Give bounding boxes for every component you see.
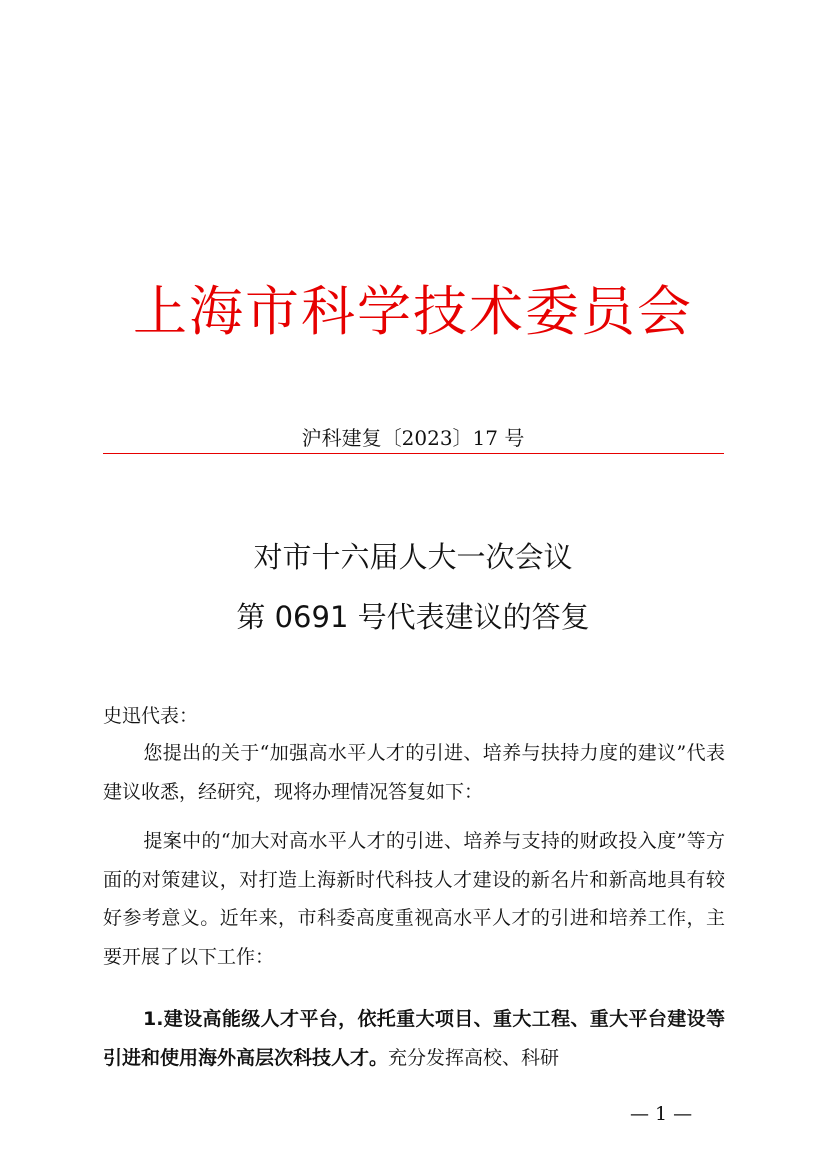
paragraph-3-bold-lead: 1.建设高能级人才平台，依托重大项目、重大工程、重大平台建设等引进和使用海外高层次科技人才。	[103, 1008, 725, 1069]
paragraph-1	[103, 734, 725, 811]
paragraph-2	[103, 822, 725, 976]
document-number: 沪科建复〔2023〕17 号	[301, 426, 525, 450]
paragraph-3-text: 充分发挥高校、科研	[388, 1046, 560, 1069]
document-title-line2: 第 0691 号代表建议的答复	[236, 600, 590, 634]
paragraph-3	[103, 1000, 725, 1077]
paragraph-2-text: 提案中的“加大对高水平人才的引进、培养与支持的财政投入度”等方面的对策建议，对打造上海新时代科技人才建设的新名片和新高地具有较好参考意义。近年来，市科委高度重视高水平人才的引进和培养工作，主要开展了以下工作：	[103, 830, 725, 968]
red-divider	[103, 453, 724, 454]
document-title-line1: 对市十六届人大一次会议	[253, 540, 573, 574]
page-number: — 1 —	[630, 1103, 693, 1125]
salutation: 史迅代表：	[103, 705, 199, 727]
org-title: 上海市科学技术委员会	[133, 280, 693, 343]
paragraph-1-text: 您提出的关于“加强高水平人才的引进、培养与扶持力度的建议”代表建议收悉，经研究，现将办理情况答复如下：	[103, 742, 725, 803]
